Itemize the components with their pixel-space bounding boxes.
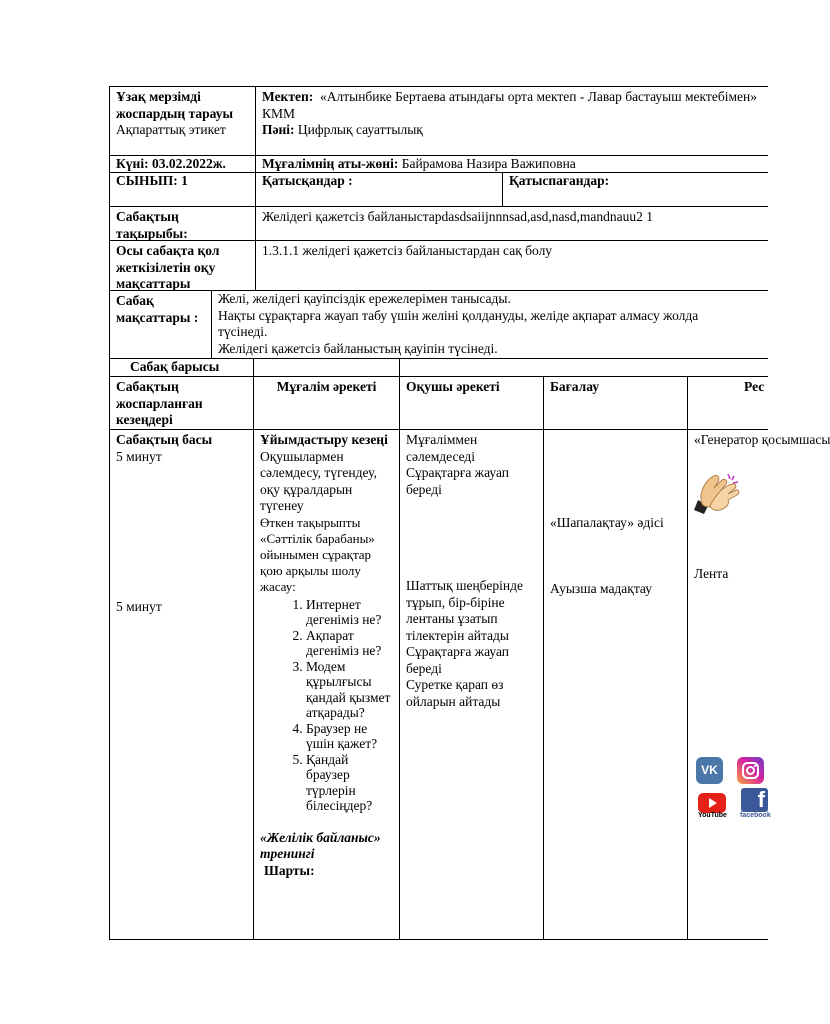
student-text-1: Мұғаліммен сәлемдеседі Сұрақтарға жауап береді [406, 432, 510, 497]
vk-icon [696, 757, 723, 784]
objectives-value: 1.3.1.1 желідегі қажетсіз байланыстардан сақ болу [262, 243, 553, 258]
facebook-label: facebook [740, 812, 771, 819]
column-header-student: Оқушы әрекеті [406, 379, 500, 394]
teacher-value: Байрамова Назира Важиповна [401, 156, 576, 171]
date-label: Күні: 03.02.2022ж. [116, 156, 226, 171]
question-item: 4. Браузер не үшін қажет? [306, 721, 393, 752]
absent-label: Қатыспағандар: [509, 173, 610, 188]
goal-item: Нақты сұрақтарға жауап табу үшін желіні қолдануды, желіде ақпарат алмасу жолда [218, 307, 699, 323]
school-value: «Алтынбике Бертаева атындағы орта мектеп - Лавар бастауыш мектебімен» КММ [262, 89, 757, 121]
topic-label: Сабақтың тақырыбы: [116, 209, 188, 241]
teacher-label: Мұғалімнің аты-жөні: [262, 156, 399, 171]
youtube-icon [698, 793, 726, 813]
vk-icon-letters: VK [701, 763, 718, 778]
column-header-assessment: Бағалау [550, 379, 600, 394]
stage-name: Сабақтың басы [116, 432, 213, 447]
subject-value: Цифрлық сауаттылық [297, 122, 423, 137]
instagram-glyph [741, 761, 760, 780]
school-subject-cell [256, 87, 768, 155]
assessment-cell [544, 430, 687, 939]
stage-time-2: 5 минут [116, 599, 162, 614]
goal-item: Желі, желідегі қауіпсіздік ережелерімен танысады. [218, 291, 511, 306]
question-item: 3. Модем құрылғысы қандай қызмет атқарады? [306, 659, 393, 721]
resource-1: «Генератор қосымшасы [694, 432, 830, 447]
conditions-label: Шарты: [264, 862, 315, 878]
question-list [260, 597, 393, 814]
question-item: 1. Интернет дегеніміз не? [306, 597, 393, 628]
present-label: Қатысқандар : [262, 173, 353, 188]
student-action-cell [400, 430, 543, 939]
teacher-heading: Ұйымдастыру кезеңі [260, 432, 388, 447]
question-item: 5. Қандай браузер түрлерін білесіңдер? [306, 752, 393, 814]
column-header-resources: Рес [744, 379, 765, 394]
student-text-4: Суретке қарап өз ойларын айтады [406, 677, 504, 709]
teacher-action-cell [254, 430, 399, 939]
stage-time-1: 5 минут [116, 448, 162, 464]
instagram-icon [737, 757, 764, 784]
goal-item: түсінеді. [218, 324, 268, 339]
class-label: СЫНЫП: 1 [116, 173, 188, 188]
youtube-label: YouTube [698, 812, 727, 819]
goals-cell [212, 291, 768, 358]
clapping-hands-icon [692, 470, 742, 516]
stage-cell [110, 430, 253, 939]
teacher-cell [256, 156, 768, 172]
teacher-text-1: Оқушылармен сәлемдесу, түгендеу, оқу құралдарын түгенеу [260, 448, 377, 513]
facebook-glyph: f [757, 786, 765, 812]
resource-2: Лента [694, 566, 729, 581]
plan-section-cell [110, 87, 255, 155]
plan-section-label: Ұзақ мерзімді жоспардың тарауы [116, 89, 233, 121]
training-title: «Желілік байланыс» тренингі [260, 829, 381, 861]
goal-item: Желідегі қажетсіз байланыстың қауіпін түсінеді. [218, 340, 498, 356]
course-title: Сабақ барысы [130, 359, 220, 374]
subject-label: Пәні: [262, 122, 295, 137]
column-header-teacher: Мұғалім әрекеті [276, 379, 377, 394]
question-item: 2. Ақпарат дегеніміз не? [306, 628, 393, 659]
column-header-stage: Сабақтың жоспарланған кезеңдері [116, 379, 203, 427]
teacher-text-2: Өткен тақырыпты «Сәттілік барабаны» ойынымен сұрақтар қою арқылы шолу жасау: [260, 514, 375, 594]
student-text-2: Шаттық шеңберінде тұрып, бір-біріне лентаны ұзатып тілектерін айтады [406, 578, 523, 643]
plan-section-value: Ақпараттық этикет [116, 122, 226, 137]
student-text-3: Сұрақтарға жауап береді [406, 644, 510, 676]
school-label: Мектеп: [262, 89, 314, 104]
goals-label: Сабақ мақсаттары : [116, 293, 199, 325]
assessment-1: «Шапалақтау» әдісі [550, 515, 664, 530]
facebook-icon [741, 788, 768, 812]
assessment-2: Ауызша мадақтау [550, 580, 652, 596]
objectives-label: Осы сабақта қол жеткізілетін оқу мақсаттары [116, 243, 220, 291]
topic-value: Желідегі қажетсіз байланыстарdasdsaiijnnnsad,asd,nasd,mandnauu2 1 [262, 209, 653, 224]
